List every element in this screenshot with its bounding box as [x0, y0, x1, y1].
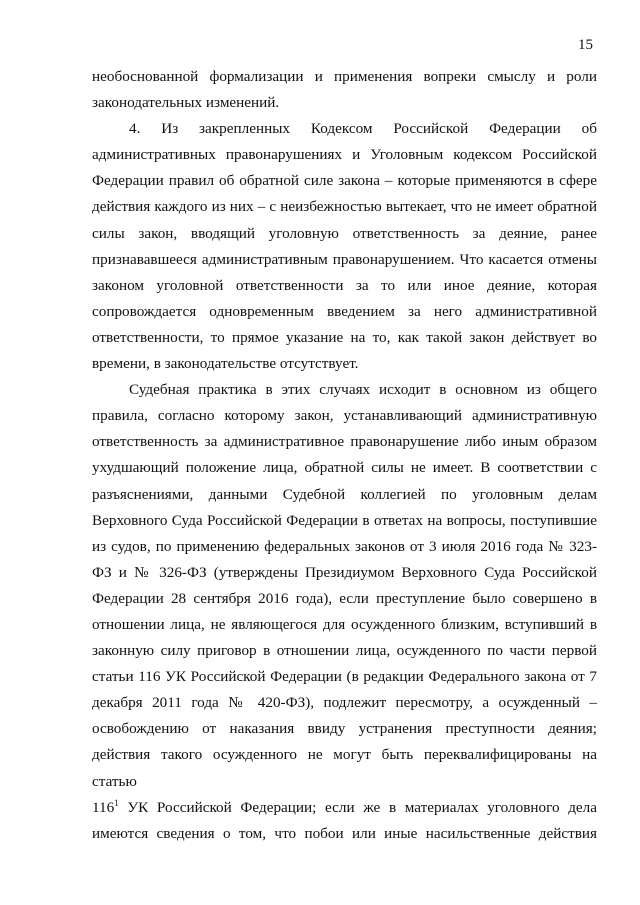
text-line: правила, согласно которому закон, устанавливающий административную — [92, 407, 597, 425]
text-line: административных правонарушениях и Уголовным кодексом Российской — [92, 146, 597, 164]
article-superscript: 1 — [114, 797, 119, 808]
text-line: признававшееся административным правонарушением. Что касается отмены — [92, 250, 597, 268]
text-line: законную силу приговор в отношении лица, осужденного по части первой — [92, 642, 597, 660]
text-line: времени, в законодательстве отсутствует. — [92, 355, 359, 373]
text-word: закрепленных — [199, 120, 291, 138]
text-line: ФЗ и № 326-ФЗ (утверждены Президиумом Верховного Суда Российской — [92, 563, 597, 581]
item-number: 4. — [129, 120, 141, 138]
document-text — [92, 64, 597, 847]
text-word: Из — [161, 120, 179, 138]
page-number: 15 — [578, 37, 593, 53]
text-span: УК Российской Федерации; если же в материалах уголовного дела — [118, 798, 597, 816]
text-word: Федерации — [489, 120, 561, 138]
text-line: Федерации 28 сентября 2016 года), если преступление было совершено в — [92, 589, 597, 607]
text-line: разъяснениями, данными Судебной коллегией по уголовным делам — [92, 485, 597, 503]
text-word: Российской — [393, 120, 469, 138]
article-number: 116 — [92, 798, 115, 816]
text-line: статьи 116 УК Российской Федерации (в редакции Федерального закона от 7 — [92, 668, 597, 686]
text-line: сопровождается одновременным введением за него административной — [92, 302, 597, 320]
text-line: Верховного Суда Российской Федерации в ответах на вопросы, поступившие — [92, 511, 597, 529]
text-line: Федерации правил об обратной силе закона – которые применяются в сфере — [92, 172, 597, 190]
text-line: действия такого осужденного не могут быть переквалифицированы на статью — [92, 746, 597, 790]
text-line-with-article — [92, 795, 597, 821]
text-line: из судов, по применению федеральных законов от 3 июля 2016 года № 323- — [92, 537, 597, 555]
text-line: законом уголовной ответственности за то или иное деяние, которая — [92, 276, 597, 294]
text-word: Кодексом — [310, 120, 373, 138]
text-line: имеются сведения о том, что побои или иные насильственные действия — [92, 824, 597, 842]
text-line: ответственность за административное правонарушение либо иным образом — [92, 433, 597, 451]
text-line: необоснованной формализации и применения вопреки смыслу и роли — [92, 68, 597, 85]
text-line: Судебная практика в этих случаях исходит в основном из общего — [129, 381, 597, 399]
text-line: ухудшающий положение лица, обратной силы не имеет. В соответствии с — [92, 459, 597, 477]
text-line: освобождению от наказания ввиду устранения преступности деяния; — [92, 720, 597, 738]
text-line: действия каждого из них – с неизбежностью вытекает, что не имеет обратной — [92, 198, 597, 216]
text-line: отношении лица, не являющегося для осужденного близким, вступивший в — [92, 615, 597, 633]
text-line: силы закон, вводящий уголовную ответственность за деяние, ранее — [92, 224, 597, 242]
text-line: ответственности, то прямое указание на то, как такой закон действует во — [92, 328, 597, 346]
text-word: об — [581, 120, 597, 138]
text-line: декабря 2011 года № 420-ФЗ), подлежит пересмотру, а осужденный – — [92, 694, 597, 712]
numbered-paragraph-first-line — [92, 116, 597, 142]
text-line: законодательных изменений. — [92, 94, 280, 112]
